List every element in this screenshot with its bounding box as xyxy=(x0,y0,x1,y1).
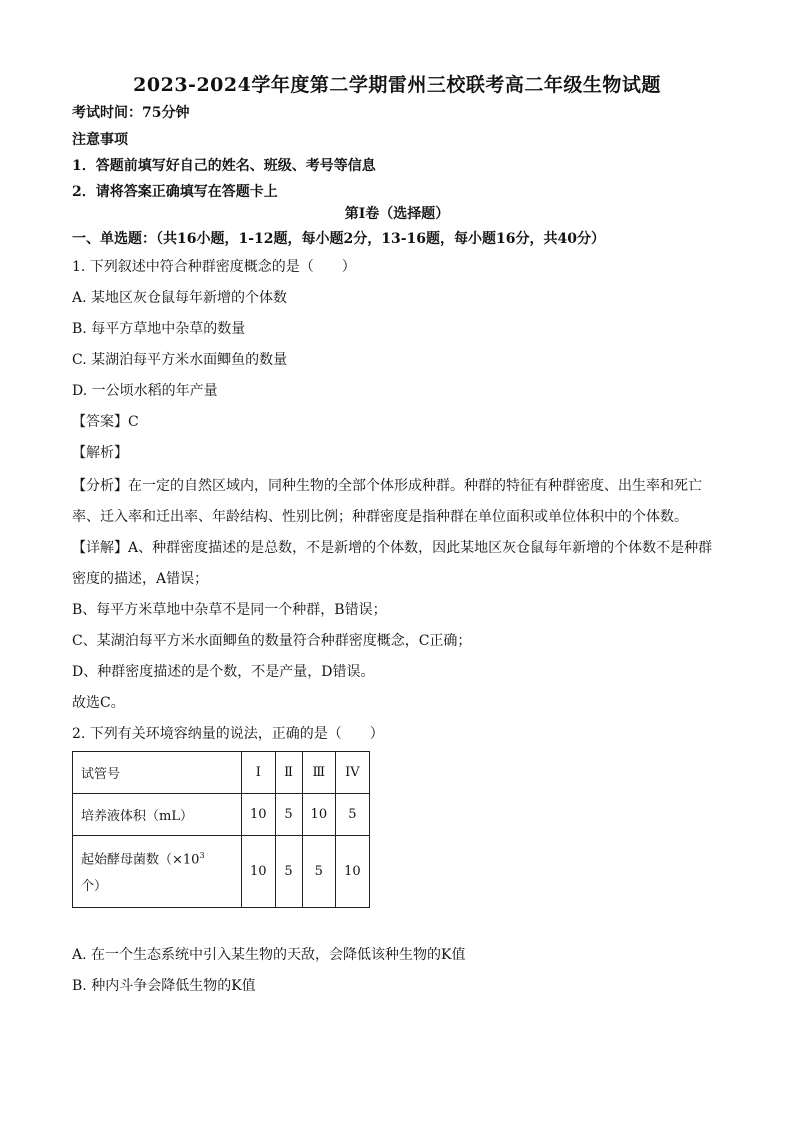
section-title: 第I卷（选择题） xyxy=(344,206,450,222)
table-header-cell: IV xyxy=(336,752,370,794)
question-1-option-a: A. 某地区灰仓鼠每年新增的个体数 xyxy=(72,290,288,306)
table-row-label: 培养液体积（mL） xyxy=(73,794,242,836)
detail-text-1: 【详解】A、种群密度描述的是总数，不是新增的个体数，因此某地区灰仓鼠每年新增的个体数不是种群 xyxy=(72,540,713,556)
table-cell: 5 xyxy=(275,794,302,836)
table-header-cell: I xyxy=(242,752,276,794)
table-cell: 5 xyxy=(336,794,370,836)
table-cell: 10 xyxy=(242,794,276,836)
answer-label: 【答案】C xyxy=(72,414,139,430)
page-title: 2023-2024学年度第二学期雷州三校联考高二年级生物试题 xyxy=(133,74,661,96)
table-cell: 5 xyxy=(302,836,336,908)
table-cell: 10 xyxy=(336,836,370,908)
table-header-cell: 试管号 xyxy=(73,752,242,794)
question-1-option-c: C. 某湖泊每平方米水面鲫鱼的数量 xyxy=(72,352,288,368)
detail-text-2: 密度的描述，A错误； xyxy=(72,571,209,587)
question-1-option-b: B. 每平方草地中杂草的数量 xyxy=(72,321,246,337)
row-label-superscript: 3 xyxy=(199,851,205,861)
note-2: 2．请将答案正确填写在答题卡上 xyxy=(72,184,278,200)
exam-time: 考试时间：75分钟 xyxy=(72,105,190,121)
table-row xyxy=(73,836,370,908)
table-cell: 5 xyxy=(275,836,302,908)
analysis-text-1: 【分析】在一定的自然区域内，同种生物的全部个体形成种群。种群的特征有种群密度、出生率和死亡 xyxy=(72,478,702,494)
row-label-part: 个） xyxy=(81,878,108,894)
table-cell: 10 xyxy=(242,836,276,908)
question-1-option-d: D. 一公顷水稻的年产量 xyxy=(72,383,218,399)
analysis-text-2: 率、迁入率和迁出率、年龄结构、性别比例；种群密度是指种群在单位面积或单位体积中的个体数。 xyxy=(72,509,688,525)
table-row xyxy=(73,794,370,836)
table-header-row xyxy=(73,752,370,794)
question-2-option-b: B. 种内斗争会降低生物的K值 xyxy=(72,978,256,994)
analysis-label: 【解析】 xyxy=(72,445,128,461)
table-row-label xyxy=(73,836,242,908)
table-header-cell: Ⅲ xyxy=(302,752,336,794)
part-heading: 一、单选题：（共16小题，1-12题，每小题2分，13-16题，每小题16分，共40分） xyxy=(72,231,605,247)
detail-text-b: B、每平方米草地中杂草不是同一个种群，B错误； xyxy=(72,602,387,618)
question-2-option-a: A. 在一个生态系统中引入某生物的天敌，会降低该种生物的K值 xyxy=(72,947,466,963)
detail-text-d: D、种群密度描述的是个数，不是产量，D错误。 xyxy=(72,664,375,680)
question-1-stem: 1. 下列叙述中符合种群密度概念的是（ ） xyxy=(72,259,356,275)
table-header-cell: Ⅱ xyxy=(275,752,302,794)
notes-heading: 注意事项 xyxy=(72,132,128,148)
conclusion-text: 故选C。 xyxy=(72,695,125,711)
detail-text-c: C、某湖泊每平方米水面鲫鱼的数量符合种群密度概念，C正确； xyxy=(72,633,472,649)
row-label-part: 起始酵母菌数（×10 xyxy=(81,852,200,868)
table-cell: 10 xyxy=(302,794,336,836)
note-1: 1．答题前填写好自己的姓名、班级、考号等信息 xyxy=(72,158,376,174)
question-2-stem: 2. 下列有关环境容纳量的说法，正确的是（ ） xyxy=(72,726,384,742)
data-table xyxy=(72,751,370,908)
